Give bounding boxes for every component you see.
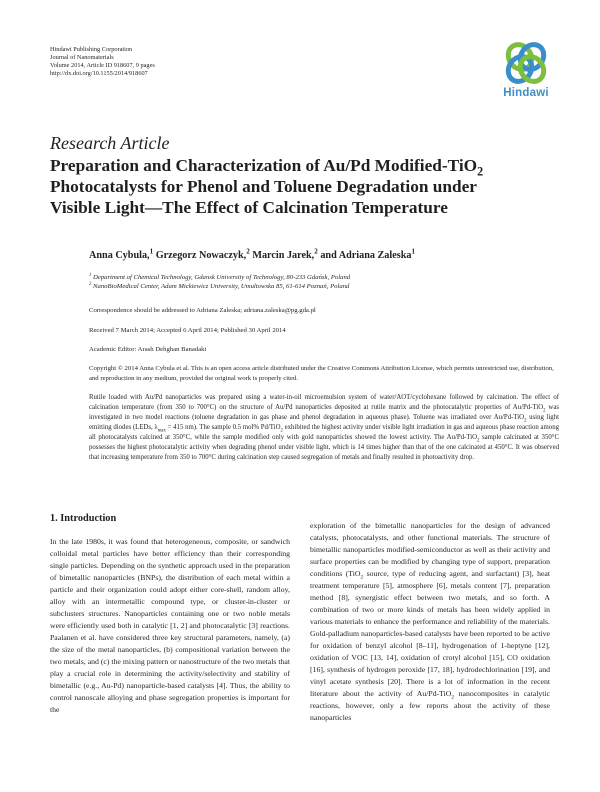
- academic-editor: Academic Editor: Arash Dehghan Banadaki: [89, 346, 207, 353]
- body-column-left: [50, 536, 290, 716]
- journal-header: [50, 46, 155, 78]
- publisher-name: Hindawi Publishing Corporation: [50, 46, 133, 53]
- hindawi-logo-icon: [503, 40, 549, 86]
- title-line-3: Visible Light—The Effect of Calcination Temperature: [50, 198, 448, 217]
- title-line-2: Photocatalysts for Phenol and Toluene Degradation under: [50, 177, 477, 196]
- author-list: [89, 247, 416, 261]
- article-type: Research Article: [50, 133, 170, 153]
- volume-info: Volume 2014, Article ID 918607, 9 pages: [50, 62, 155, 69]
- paper-title: [50, 155, 570, 218]
- affiliations: [89, 273, 559, 291]
- doi-link[interactable]: http://dx.doi.org/10.1155/2014/918607: [50, 70, 148, 77]
- copyright-notice: Copyright © 2014 Anna Cybula et al. This is an open access article distributed under the Creative Commons Attribution License, which permits unrestricted use, distribution, and reproduction in any medium, provided the original work is properly cited.: [89, 365, 554, 382]
- logo-wordmark: Hindawi: [503, 87, 549, 99]
- author: and Adriana Zaleska$^1$: [320, 247, 416, 261]
- abstract: Rutile loaded with Au/Pd nanoparticles was prepared using a water-in-oil microemulsion system of water/AOT/cyclohexane followed by calcination. The effect of calcination temperature (from 350 to 700°C) on the structure of Au/Pd nanoparticles deposited at rutile matrix and the photocatalytic properties of Au/Pd-TiO$_2$ was investigated in two model reactions (toluene degradation in gas phase and phenol degradation in aqueous phase). Toluene was irradiated over Au/Pd-TiO$_2$ using light emitting diodes (LEDs, $\lambda_{max} = 415$ nm). The sample 0.5 mol% Pd/TiO$_2$ exhibited the highest activity under visible light irradiation in gas and aqueous phase reaction among all photocatalysts calcined at 350°C, while the sample modified only with gold nanoparticles showed the lowest activity. The Au/Pd-TiO$_2$ sample calcinated at 350°C possesses the highest photocatalytic activity when degrading phenol under visible light, which is 14 times higher than that of the one calcinated at 450°C. It was observed that increasing temperature from 350 to 700°C during calcination step caused segregation of metals and finally resulted in photoactivity drop.: [89, 394, 560, 461]
- correspondence: Correspondence should be addressed to Adriana Zaleska; adriana.zaleska@pg.gda.pl: [89, 307, 316, 314]
- intro-paragraph: In the late 1980s, it was found that heterogeneous, composite, or sandwich colloidal metal particles have better efficiency than their corresponding single particles. Depending on the synthetic approach used in the preparation of bimetallic nanoparticles (BNPs), the distribution of each metal within a particle and their organization could adopt either core-shell, random alloy, alloy with an intermetallic compound type, or cluster-in-cluster or subclusters structures. Nanoparticles containing one or two noble metals were efficiently used both in catalytic [1, 2] and photocatalytic [3] reactions. Paalanen et al. have considered three key structural parameters, namely, (a) the size of the metal nanoparticles, (b) compositional variation between the two metals, and (c) the mixing pattern or nanostructure of the two metals that play a crucial role in determining the activity/selectivity and stability of bimetallic (e.g., Au-Pd) nanoparticle-based catalysts [4]. Thus, the ability to control nanoscale alloying and phase segregation properties is important for the: [50, 537, 290, 714]
- section-heading-introduction: 1. Introduction: [50, 513, 117, 524]
- body-column-right: [310, 520, 550, 724]
- affiliation: $^2$ NanoBioMedical Center, Adam Mickiewicz University, Umultowska 85, 61-614 Poznań, Poland: [89, 281, 350, 290]
- author: Anna Cybula,$^1$: [89, 247, 154, 261]
- journal-name: Journal of Nanomaterials: [50, 54, 114, 61]
- publication-dates: Received 7 March 2014; Accepted 6 April 2014; Published 30 April 2014: [89, 327, 286, 334]
- hindawi-logo: [496, 40, 556, 106]
- affiliation: $^1$ Department of Chemical Technology, Gdansk University of Technology, 80-233 Gdańsk, Poland: [89, 272, 351, 281]
- author: Grzegorz Nowaczyk,$^2$: [155, 247, 250, 261]
- author: Marcin Jarek,$^2$: [252, 247, 318, 261]
- title-line-1: Preparation and Characterization of Au/Pd Modified-TiO$_2$: [50, 156, 484, 179]
- intro-paragraph-continued: exploration of the bimetallic nanoparticles for the design of advanced catalysts, photocatalysts, and other functional materials. The structure of bimetallic nanoparticles modified-semiconductor as well as their activity and surface properties can be modified by changing type of support, preparation conditions (TiO$_2$ source, type of reducing agent, and surfactant) [3], heat treatment temperature [5], atmosphere [6], metals content [7], preparation method [8], synergistic effect between two metals, and so forth. A combination of two or more kinds of metals has been widely applied in various materials to enhance the performance and reliability of the materials. Gold-palladium nanoparticles-based catalysts have been reported to be active for oxidation of benzyl alcohol [8–11], hydrogenation of 1-heptyne [12], oxidation of VOC [13, 14], oxidation of crotyl alcohol [15], CO oxidation [16], synthesis of hydrogen peroxide [17, 18], hydrodechlorination [19], and vinyl acetate synthesis [20]. There is a lot of information in the recent literature about the activity of Au/Pd-TiO$_2$ nanocomposites in catalytic reactions, however, only a few reports about the activity of these nanoparticles: [310, 521, 550, 722]
